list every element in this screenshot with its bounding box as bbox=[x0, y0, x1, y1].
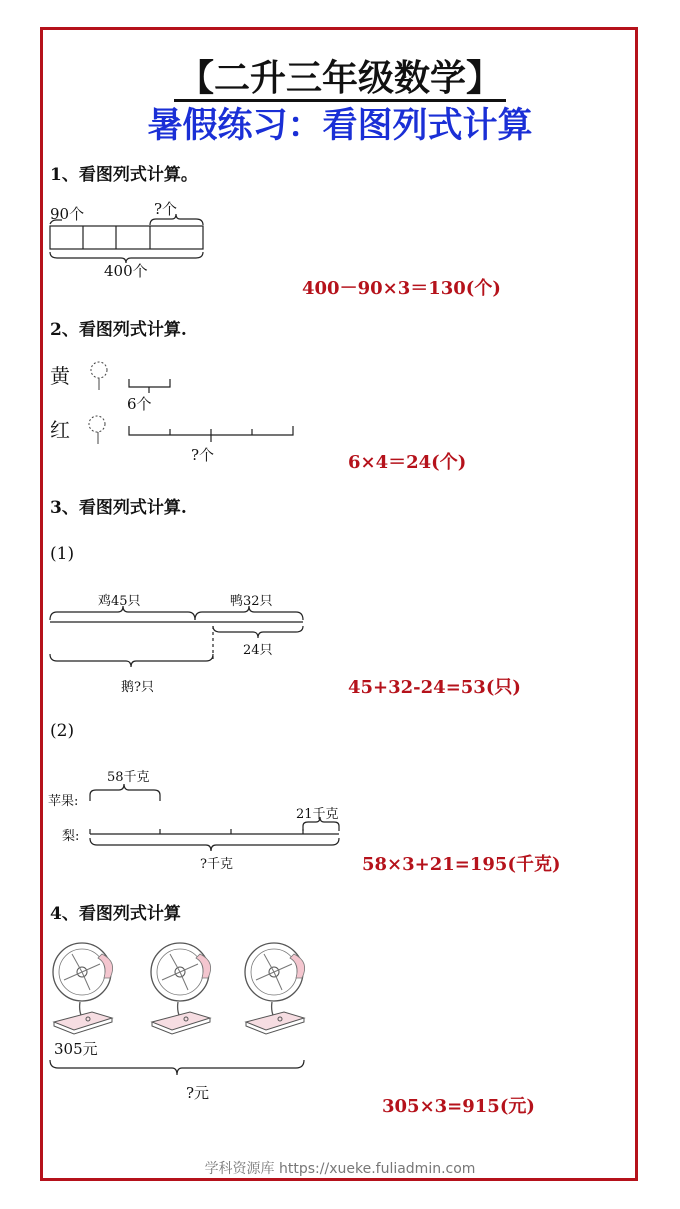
q1-question-brace bbox=[150, 214, 203, 225]
q2-row2-label: 红 bbox=[50, 418, 70, 442]
q1-heading: 1、看图列式计算。 bbox=[50, 165, 198, 185]
red-flower-icon bbox=[89, 416, 105, 444]
q3-label-pear-row: 梨: bbox=[62, 829, 80, 844]
q2-label-total: ?个 bbox=[191, 446, 215, 464]
fan-icon bbox=[245, 943, 305, 1034]
q3-diff-brace bbox=[213, 626, 303, 638]
q3-label-duck: 鸭32只 bbox=[230, 594, 273, 609]
q3-goose-brace bbox=[50, 654, 213, 667]
q3-label-pear-total: ?千克 bbox=[200, 857, 233, 872]
q4-label-price: 305元 bbox=[54, 1040, 98, 1058]
footer-watermark: 学科资源库 https://xueke.fuliadmin.com bbox=[204, 1161, 476, 1177]
q2-answer: 6×4＝24(个) bbox=[348, 452, 467, 473]
fan-icon bbox=[151, 943, 211, 1034]
page-title-text: 【二升三年级数学】 bbox=[174, 58, 506, 102]
q3-part2-number: (2) bbox=[50, 721, 75, 741]
q1-part-tick bbox=[50, 220, 62, 224]
q3-label-apple-weight: 58千克 bbox=[107, 770, 150, 785]
q3-label-chicken: 鸡45只 bbox=[98, 594, 141, 609]
q3-label-apple-row: 苹果: bbox=[48, 794, 79, 809]
q2-heading: 2、看图列式计算. bbox=[50, 320, 187, 340]
yellow-flower-icon bbox=[91, 362, 107, 390]
q4-label-total: ?元 bbox=[186, 1084, 210, 1102]
q3-heading: 3、看图列式计算. bbox=[50, 498, 187, 518]
q2-yellow-segment bbox=[129, 379, 170, 387]
q3-pear-total-brace bbox=[90, 838, 339, 851]
q2-label-part: 6个 bbox=[127, 395, 152, 413]
q3-apple-segment bbox=[90, 784, 160, 801]
q2-diagram bbox=[89, 362, 293, 444]
fan-icon bbox=[53, 943, 113, 1034]
q1-bar bbox=[50, 226, 203, 249]
q4-answer: 305×3=915(元) bbox=[382, 1096, 535, 1117]
q1-answer: 400－90×3＝130(个) bbox=[302, 278, 501, 299]
q3-label-goose: 鹅?只 bbox=[121, 680, 154, 695]
q3-label-extra: 21千克 bbox=[296, 807, 339, 822]
q1-label-part: 90个 bbox=[50, 205, 85, 223]
q3-part1-number: (1) bbox=[50, 544, 75, 564]
q1-segment-diagram bbox=[50, 214, 203, 263]
q1-total-brace bbox=[50, 252, 203, 263]
q2-row1-label: 黄 bbox=[50, 364, 70, 388]
q3-part2-answer: 58×3+21=195(千克) bbox=[362, 854, 561, 875]
q1-label-question: ?个 bbox=[154, 200, 178, 218]
page-subtitle: 暑假练习：看图列式计算 bbox=[147, 106, 533, 146]
q3-label-diff: 24只 bbox=[243, 643, 273, 658]
q3-part1-answer: 45+32-24=53(只) bbox=[348, 677, 521, 698]
q1-label-total: 400个 bbox=[104, 262, 148, 280]
q4-heading: 4、看图列式计算 bbox=[50, 904, 181, 924]
q4-total-brace bbox=[50, 1060, 304, 1075]
